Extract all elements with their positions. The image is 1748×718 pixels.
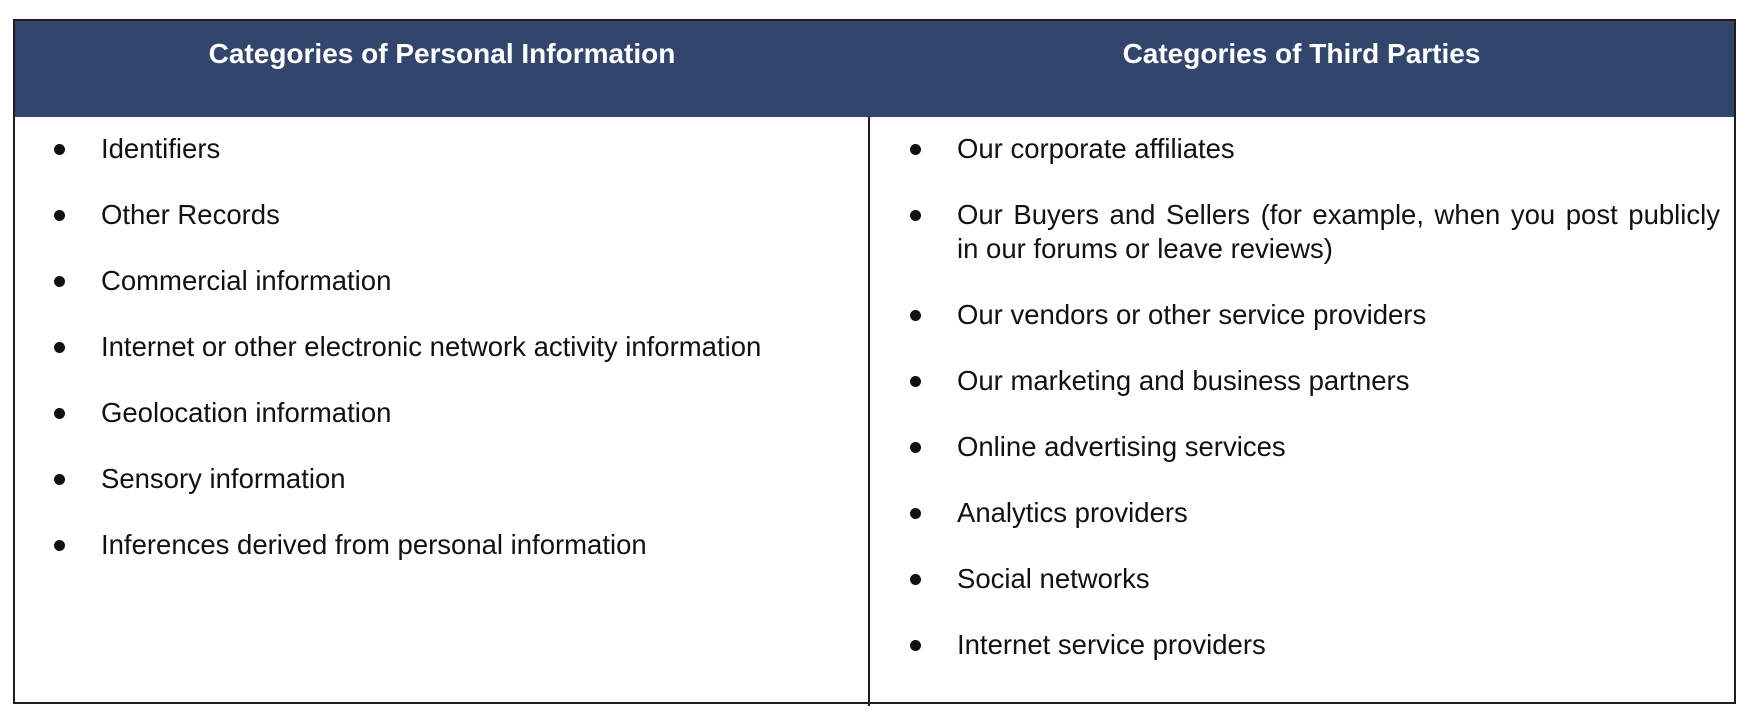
item-label: Internet service providers	[957, 629, 1266, 660]
item-label: Internet or other electronic network activity information	[101, 331, 762, 362]
bullet-icon	[910, 210, 921, 221]
item-label: Our corporate affiliates	[957, 133, 1235, 164]
bullet-icon	[910, 442, 921, 453]
bullet-icon	[910, 574, 921, 585]
item-label: Other Records	[101, 199, 280, 230]
list-item	[871, 562, 1734, 596]
categories-table	[13, 19, 1736, 704]
list-item	[15, 330, 869, 364]
header-personal-information: Categories of Personal Information	[208, 38, 676, 69]
bullet-icon	[54, 144, 65, 155]
list-item	[15, 198, 869, 232]
list-item	[871, 628, 1734, 662]
item-label: Inferences derived from personal information	[101, 529, 647, 560]
item-label: Commercial information	[101, 265, 392, 296]
bullet-icon	[910, 640, 921, 651]
table-header-row	[15, 21, 1734, 117]
list-item	[871, 364, 1734, 398]
bullet-icon	[54, 210, 65, 221]
list-item	[871, 198, 1734, 266]
third-parties-list	[871, 117, 1734, 662]
bullet-icon	[910, 310, 921, 321]
personal-information-list	[15, 117, 869, 562]
bullet-icon	[54, 408, 65, 419]
bullet-icon	[910, 508, 921, 519]
bullet-icon	[910, 376, 921, 387]
bullet-icon	[54, 474, 65, 485]
header-third-parties: Categories of Third Parties	[1122, 38, 1481, 69]
item-label: Our vendors or other service providers	[957, 299, 1427, 330]
item-label: Sensory information	[101, 463, 346, 494]
list-item	[15, 396, 869, 430]
item-label: Online advertising services	[957, 431, 1286, 462]
bullet-icon	[54, 276, 65, 287]
bullet-icon	[54, 540, 65, 551]
list-item	[15, 264, 869, 298]
list-item	[871, 496, 1734, 530]
list-item	[871, 298, 1734, 332]
item-label: Geolocation information	[101, 397, 392, 428]
list-item	[15, 462, 869, 496]
list-item	[15, 528, 869, 562]
bullet-icon	[54, 342, 65, 353]
bullet-icon	[910, 144, 921, 155]
item-label: Analytics providers	[957, 497, 1188, 528]
item-label: Our Buyers and Sellers (for example, when you post publicly in our forums or leave reviews)	[957, 199, 1720, 264]
item-label: Social networks	[957, 563, 1150, 594]
list-item	[871, 132, 1734, 166]
list-item	[871, 430, 1734, 464]
item-label: Our marketing and business partners	[957, 365, 1410, 396]
item-label: Identifiers	[101, 133, 221, 164]
list-item	[15, 132, 869, 166]
